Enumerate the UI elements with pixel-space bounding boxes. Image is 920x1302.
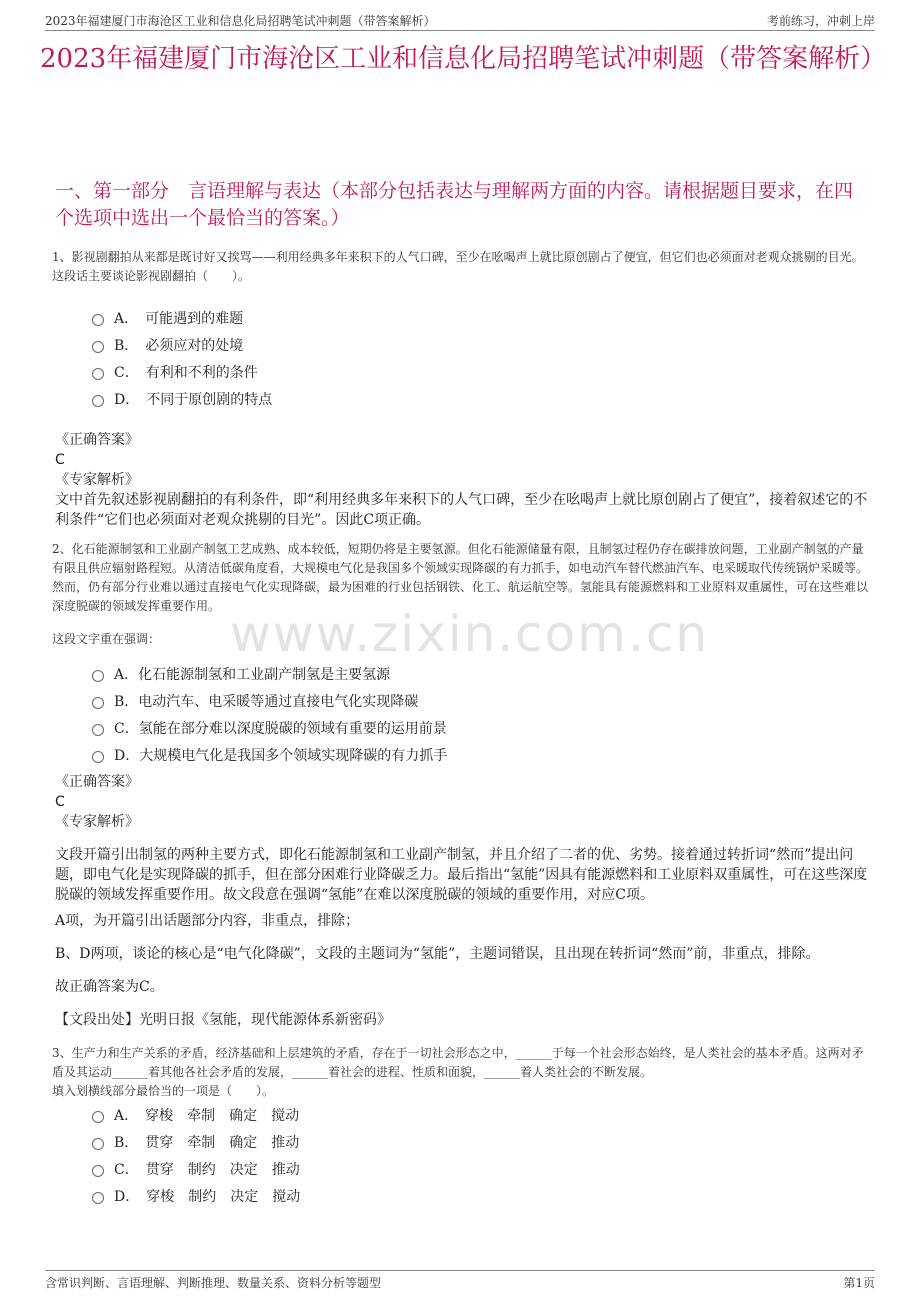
radio-icon[interactable] bbox=[92, 395, 104, 407]
option-label: B． 必须应对的处境 bbox=[114, 337, 244, 354]
option-3d[interactable] bbox=[92, 1182, 300, 1209]
question-3-options bbox=[92, 1101, 300, 1209]
question-3-stem bbox=[52, 1044, 875, 1101]
question-2-ask: 这段文字重在强调： bbox=[52, 632, 161, 646]
radio-icon[interactable] bbox=[92, 1111, 104, 1123]
answer-value: C bbox=[55, 452, 65, 468]
radio-icon[interactable] bbox=[92, 341, 104, 353]
question-2-conclusion: 故正确答案为C。 bbox=[55, 979, 164, 995]
analysis-label: 《专家解析》 bbox=[55, 472, 139, 488]
question-1-options bbox=[92, 304, 272, 412]
option-label: D． 穿梭 制约 决定 搅动 bbox=[114, 1188, 301, 1205]
option-label: D．大规模电气化是我国多个领域实现降碳的有力抓手 bbox=[114, 747, 448, 764]
radio-icon[interactable] bbox=[92, 314, 104, 326]
answer-label: 《正确答案》 bbox=[55, 432, 139, 448]
radio-icon[interactable] bbox=[92, 697, 104, 709]
option-2c[interactable] bbox=[92, 714, 447, 741]
question-2-source: 【文段出处】光明日报《氢能，现代能源体系新密码》 bbox=[55, 1012, 391, 1028]
option-label: C．氢能在部分难以深度脱碳的领域有重要的运用前景 bbox=[114, 720, 447, 737]
option-label: A． 可能遇到的难题 bbox=[114, 310, 244, 327]
analysis-text: 文中首先叙述影视剧翻拍的有利条件，即“利用经典多年来积下的人气口碑，至少在吆喝声上就比原创剧占了便宜”，接着叙述它的不利条件“它们也必须面对老观众挑剔的目光”。因此C项正确。 bbox=[55, 492, 868, 528]
page-footer bbox=[45, 1270, 875, 1293]
option-3c[interactable] bbox=[92, 1155, 300, 1182]
option-label: B． 贯穿 牵制 确定 推动 bbox=[114, 1134, 300, 1151]
radio-icon[interactable] bbox=[92, 1138, 104, 1150]
option-2d[interactable] bbox=[92, 741, 447, 768]
option-1d[interactable] bbox=[92, 385, 272, 412]
radio-icon[interactable] bbox=[92, 724, 104, 736]
answer-value: C bbox=[55, 794, 65, 810]
question-1-text: 1、影视剧翻拍从来都是既讨好又挨骂——利用经典多年来积下的人气口碑，至少在吆喝声上就比原创剧占了便宜，但它们也必须面对老观众挑剔的目光。 bbox=[52, 250, 864, 264]
option-1c[interactable] bbox=[92, 358, 272, 385]
answer-label: 《正确答案》 bbox=[55, 774, 139, 790]
radio-icon[interactable] bbox=[92, 368, 104, 380]
header-slogan: 考前练习，冲刺上岸 bbox=[766, 14, 875, 28]
analysis-label: 《专家解析》 bbox=[55, 814, 139, 830]
question-3-ask: 填入划横线部分最恰当的一项是（ ）。 bbox=[52, 1084, 275, 1098]
footer-description: 含常识判断、言语理解、判断推理、数量关系、资料分析等题型 bbox=[45, 1276, 382, 1290]
option-label: C． 贯穿 制约 决定 推动 bbox=[114, 1161, 300, 1178]
option-label: A．化石能源制氢和工业副产制氢是主要氢源 bbox=[114, 666, 391, 683]
option-1a[interactable] bbox=[92, 304, 272, 331]
question-1-ask: 这段话主要谈论影视剧翻拍（ ）。 bbox=[52, 269, 251, 283]
option-label: A． 穿梭 牵制 确定 搅动 bbox=[114, 1107, 300, 1124]
radio-icon[interactable] bbox=[92, 751, 104, 763]
question-2-note-bd: B、D两项，谈论的核心是“电气化降碳”，文段的主题词为“氢能”，主题词错误，且出现在转折词“然而”前，非重点，排除。 bbox=[55, 946, 820, 962]
question-2-options bbox=[92, 660, 447, 768]
page-number: 第1页 bbox=[843, 1276, 875, 1290]
option-label: B．电动汽车、电采暖等通过直接电气化实现降碳 bbox=[114, 693, 419, 710]
document-title: 2023年福建厦门市海沧区工业和信息化局招聘笔试冲刺题（带答案解析） bbox=[40, 44, 887, 74]
question-2-stem bbox=[52, 540, 875, 616]
option-3b[interactable] bbox=[92, 1128, 300, 1155]
page-header bbox=[45, 8, 875, 31]
question-1-stem bbox=[52, 248, 875, 286]
watermark: www.zixin.com.cn bbox=[230, 605, 710, 663]
question-2-text: 2、化石能源制氢和工业副产制氢工艺成熟、成本较低，短期仍将是主要氢源。但化石能源储量有限，且制氢过程仍存在碳排放问题，工业副产制氢的产量有限且供应辐射路程短。从清洁低碳角度看，大规模电气化是我国多个领域实现降碳的有力抓手，如电动汽车替代燃油汽车、电采暖取代传统锅炉采暖等。然而，仍有部分行业难以通过直接电气化实现降碳，最为困难的行业包括钢铁、化工、航运航空等。氢能具有能源燃料和工业原料双重属性，可在这些难以深度脱碳的领域发挥重要作用。 bbox=[52, 542, 869, 613]
question-1-answer-block bbox=[55, 430, 875, 530]
header-doc-title: 2023年福建厦门市海沧区工业和信息化局招聘笔试冲刺题（带答案解析） bbox=[45, 14, 436, 28]
question-2-answer-head bbox=[55, 772, 875, 832]
radio-icon[interactable] bbox=[92, 670, 104, 682]
question-2-note-a: A项，为开篇引出话题部分内容，非重点，排除； bbox=[55, 913, 360, 929]
option-label: D． 不同于原创剧的特点 bbox=[114, 391, 273, 408]
section-heading: 一、第一部分 言语理解与表达（本部分包括表达与理解两方面的内容。请根据题目要求，在四个选项中选出一个最恰当的答案。） bbox=[55, 180, 854, 229]
option-1b[interactable] bbox=[92, 331, 272, 358]
radio-icon[interactable] bbox=[92, 1165, 104, 1177]
option-2b[interactable] bbox=[92, 687, 447, 714]
question-3-text: 3、生产力和生产关系的矛盾，经济基础和上层建筑的矛盾，存在于一切社会形态之中，______于每一个社会形态始终，是人类社会的基本矛盾。这两对矛盾及其运动______着其他各社会矛盾的发展，______着社会的进程、性质和面貌，______着人类社会的不断发展。 bbox=[52, 1046, 864, 1079]
radio-icon[interactable] bbox=[92, 1192, 104, 1204]
question-2-analysis: 文段开篇引出制氢的两种主要方式，即化石能源制氢和工业副产制氢，并且介绍了二者的优、劣势。接着通过转折词“然而”提出问题，即电气化是实现降碳的抓手，但在部分困难行业降碳乏力。最后指出“氢能”因具有能源燃料和工业原料双重属性，可在这些深度脱碳的领域发挥重要作用。故文段意在强调“氢能”在难以深度脱碳的领域的重要作用，对应C项。 bbox=[55, 847, 868, 903]
option-3a[interactable] bbox=[92, 1101, 300, 1128]
option-label: C． 有利和不利的条件 bbox=[114, 364, 258, 381]
option-2a[interactable] bbox=[92, 660, 447, 687]
